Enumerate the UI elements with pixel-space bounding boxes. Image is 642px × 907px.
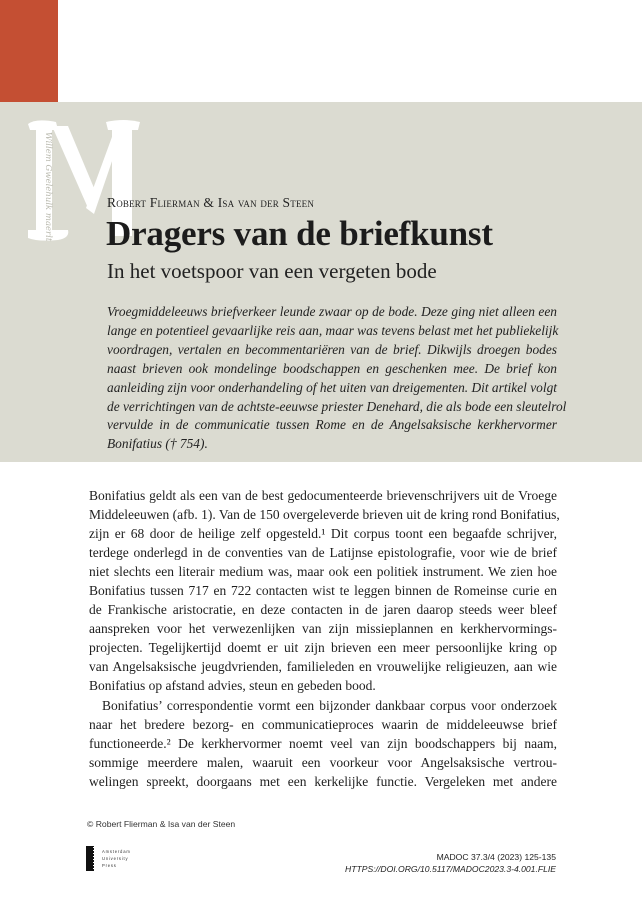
body-line: terdege onderlegd in de conventies van de Latijnse epistolografie, voor wie de brief: [89, 545, 557, 561]
journal-citation: MADOC 37.3/4 (2023) 125-135: [436, 852, 556, 862]
body-line: zijn er 68 door de heilige zelf opgesteld.¹ Dit corpus toont een begaafde schrijver,: [89, 526, 557, 542]
article-abstract: [107, 303, 567, 454]
publisher-logo-mark: [86, 846, 94, 871]
copyright-notice: © Robert Flierman & Isa van der Steen: [87, 819, 236, 829]
body-line: naar het bredere bezorg- en communicatieproces waarin de middeleeuwse brief: [89, 716, 557, 732]
body-line: aanspreken voor het verwezenlijken van zijn missieplannen en kerkhervormings-: [89, 621, 557, 637]
body-line: de Frankische aristocratie, en deze contacten in de jaren daarop steeds weer bleef: [89, 602, 557, 618]
abstract-line: Bonifatius († 754).: [107, 436, 208, 452]
body-line: projecten. Tegelijkertijd doemt er uit zijn brieven een meer persoonlijke kring op: [89, 640, 557, 656]
body-line: Bonifatius’ correspondentie vormt een bijzonder dankbaar corpus voor onderzoek: [102, 697, 557, 713]
article-authors: Robert Flierman & Isa van der Steen: [107, 195, 315, 210]
initial-inscription: Willem Gwelehulk maerlt: [43, 132, 53, 242]
body-line: Bonifatius tussen 717 en 722 contacten wist te leggen binnen de Romeinse curie en: [89, 583, 557, 599]
publisher-logo: [86, 846, 131, 871]
abstract-line: voordragen, vertalen en becommentariëren van de brief. Dikwijls droegen bodes: [107, 341, 557, 357]
abstract-line: naast brieven ook mondelinge boodschappen en geschenken mee. De brief kon: [107, 360, 557, 376]
body-line: Bonifatius geldt als een van de best gedocumenteerde brievenschrijvers uit de Vroege: [89, 488, 557, 503]
accent-color-block: [0, 0, 58, 102]
abstract-line: de verrichtingen van de achtste-eeuwse priester Denehard, die als bode een sleutelrol: [107, 398, 567, 414]
publisher-name: [102, 848, 131, 869]
abstract-line: Vroegmiddeleeuws briefverkeer leunde zwaar op de bode. Deze ging niet alleen een: [107, 304, 557, 319]
journal-reference: [345, 851, 556, 875]
article-title: Dragers van de briefkunst: [106, 214, 493, 253]
article-subtitle: In het voetspoor van een vergeten bode: [107, 259, 437, 283]
doi-link[interactable]: HTTPS://DOI.ORG/10.5117/MADOC2023.3-4.001.FLIE: [345, 864, 556, 874]
body-line: Bonifatius op afstand advies, steun en gebeden bood.: [89, 678, 376, 694]
publisher-name-line: Amsterdam: [102, 849, 131, 854]
body-line: functioneerde.² De kerkhervormer noemt veel van zijn boodschappers bij naam,: [89, 735, 557, 751]
body-line: sommige meerdere malen, waaruit een voorkeur voor Angelsaksische vertrou-: [89, 754, 557, 770]
body-line: van Angelsaksische jeugdvrienden, familieleden en vrouwelijke religieuzen, aan wie: [89, 659, 557, 675]
abstract-line: vervulde in de communicatie tussen Rome en de Angelsaksische kerkhervormer: [107, 417, 557, 433]
body-line: welingen spreekt, doorgaans met een kerkelijke functie. Vergeleken met andere: [89, 773, 557, 789]
abstract-line: lange en potentieel gevaarlijke reis aan, maar was tevens belast met het publiekelijk: [107, 322, 559, 338]
publisher-name-line: Press: [102, 863, 117, 868]
body-line: niet slechts een literair medium was, maar ook een politiek instrument. We zien hoe: [89, 564, 557, 580]
body-line: Middeleeuwen (afb. 1). Van de 150 overgeleverde brieven uit de kring rond Bonifatius,: [89, 507, 560, 523]
article-body: [89, 486, 560, 791]
publisher-name-line: University: [102, 856, 129, 861]
abstract-line: aanleiding zijn voor onderhandeling of het uiten van dreigementen. Dit artikel volgt: [107, 379, 557, 395]
